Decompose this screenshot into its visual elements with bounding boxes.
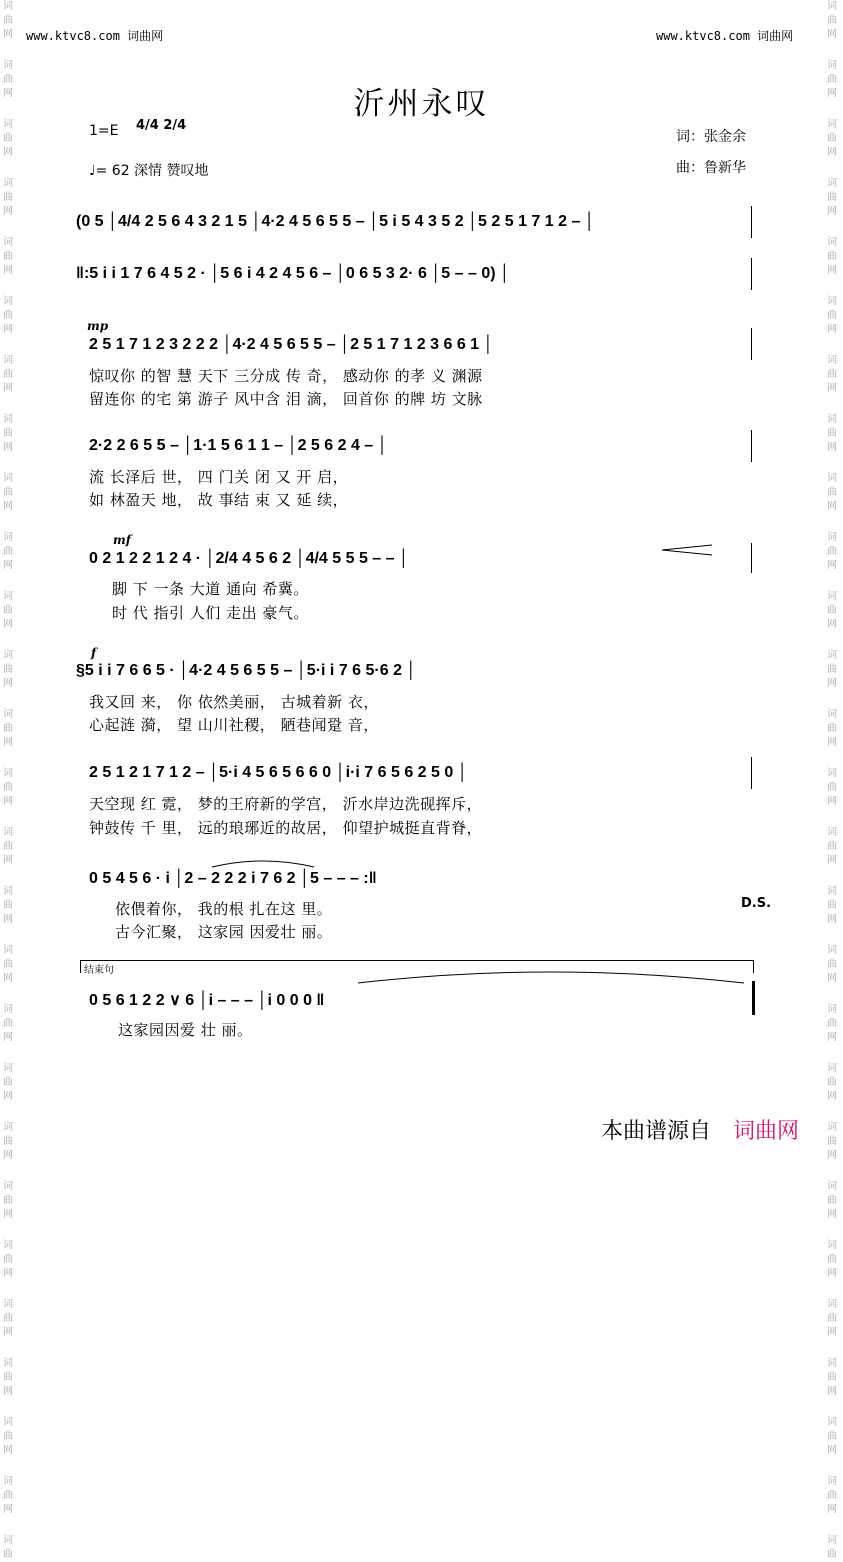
watermark-char: 曲 (3, 428, 13, 439)
watermark-gap (825, 42, 839, 59)
composer: 曲：鲁新华 (676, 160, 746, 176)
watermark-char: 网 (3, 1150, 13, 1161)
watermark-gap (1, 868, 15, 885)
watermark-char: 网 (827, 619, 837, 630)
watermark-char: 词 (827, 1417, 837, 1428)
footer-brand: 词曲网 (732, 1119, 799, 1144)
watermark-gap (1, 809, 15, 826)
lyric-row-7-verse-2: 钟鼓传 千 里， 远的琅琊近的故居， 仰望护城挺直背脊， (89, 819, 483, 837)
watermark-gap (1, 455, 15, 472)
lyric-row-6-verse-2: 心起涟 漪， 望 山川社稷， 陋巷闻跫 音， (89, 716, 379, 734)
watermark-char: 曲 (3, 251, 13, 262)
watermark-gap (825, 278, 839, 295)
watermark-char: 词 (3, 1299, 13, 1310)
watermark-char: 词 (3, 473, 13, 484)
lyric-row-8-verse-2: 古今汇聚， 这家园 因爱壮 丽。 (115, 923, 333, 941)
watermark-gap (825, 927, 839, 944)
watermark-gap (825, 1458, 839, 1475)
watermark-char: 词 (3, 1358, 13, 1369)
watermark-char: 词 (3, 1181, 13, 1192)
watermark-char: 词 (3, 709, 13, 720)
lyric-row-9: 这家园因爱 壮 丽。 (118, 1021, 253, 1039)
watermark-char: 词 (827, 1004, 837, 1015)
watermark-gap (825, 573, 839, 590)
watermark-gap (1, 42, 15, 59)
watermark-gap (1, 160, 15, 177)
watermark-gap (825, 1399, 839, 1416)
watermark-char: 词 (3, 1122, 13, 1133)
watermark-gap (1, 1104, 15, 1121)
watermark-char: 曲 (827, 900, 837, 911)
watermark-char: 词 (3, 296, 13, 307)
watermark-char: 网 (3, 1445, 13, 1456)
lyric-row-4-verse-2: 如 林盈天 地， 故 事结 束 又 延 续， (89, 491, 349, 509)
watermark-char: 词 (3, 1, 13, 12)
watermark-char: 曲 (3, 1018, 13, 1029)
watermark-gap (1, 278, 15, 295)
watermark-char: 曲 (827, 546, 837, 557)
watermark-char: 词 (827, 237, 837, 248)
watermark-char: 曲 (3, 369, 13, 380)
watermark-char: 词 (827, 532, 837, 543)
watermark-char: 曲 (3, 782, 13, 793)
watermark-gap (1, 1399, 15, 1416)
tie-arc (356, 967, 746, 985)
watermark-char: 曲 (827, 1313, 837, 1324)
watermark-char: 网 (827, 796, 837, 807)
watermark-gap (825, 986, 839, 1003)
watermark-char: 词 (827, 945, 837, 956)
watermark-char: 曲 (3, 1195, 13, 1206)
key-signature: 1=E (89, 123, 119, 139)
watermark-char: 网 (827, 442, 837, 453)
watermark-char: 网 (827, 147, 837, 158)
watermark-gap (1, 1517, 15, 1534)
watermark-char: 网 (827, 88, 837, 99)
watermark-char: 词 (3, 827, 13, 838)
watermark-gap (1, 927, 15, 944)
watermark-char: 词 (3, 119, 13, 130)
watermark-char: 曲 (827, 251, 837, 262)
watermark-char: 网 (827, 737, 837, 748)
watermark-gap (1, 632, 15, 649)
watermark-gap (825, 1104, 839, 1121)
barline (751, 328, 752, 360)
lyric-row-7-verse-1: 天空现 红 霓， 梦的王府新的学宫， 沂水岸边洗砚挥斥， (89, 795, 483, 813)
watermark-char: 曲 (827, 605, 837, 616)
watermark-char: 词 (827, 1476, 837, 1487)
watermark-char: 网 (827, 1209, 837, 1220)
watermark-char: 词 (3, 414, 13, 425)
watermark-char: 词 (3, 945, 13, 956)
watermark-gap (825, 219, 839, 236)
watermark-char: 网 (3, 1504, 13, 1515)
watermark-char: 曲 (3, 1313, 13, 1324)
watermark-gap (1, 1222, 15, 1239)
watermark-char: 网 (827, 1150, 837, 1161)
watermark-char: 词 (827, 1299, 837, 1310)
watermark-char: 词 (827, 60, 837, 71)
watermark-char: 词 (3, 1240, 13, 1251)
watermark-char: 网 (827, 265, 837, 276)
watermark-char: 曲 (3, 1372, 13, 1383)
watermark-char: 曲 (827, 192, 837, 203)
watermark-char: 词 (3, 768, 13, 779)
watermark-char: 曲 (3, 192, 13, 203)
watermark-char: 网 (3, 796, 13, 807)
barline (751, 543, 752, 573)
watermark-char: 词 (3, 532, 13, 543)
notation-row-6: §5 i i 7 6 6 5 · │4·2 4 5 6 5 5 – │5·i i 7 6 5·6 2 │ (76, 662, 417, 679)
watermark-char: 网 (3, 678, 13, 689)
watermark-char: 词 (3, 1004, 13, 1015)
watermark-gap (1, 691, 15, 708)
watermark-char: 曲 (3, 1136, 13, 1147)
lyric-row-8-verse-1: 依偎着你， 我的根 扎在这 里。 (115, 900, 333, 918)
watermark-char: 网 (827, 973, 837, 984)
watermark-char: 曲 (827, 310, 837, 321)
watermark-char: 曲 (827, 664, 837, 675)
notation-row-5: 0 2 1 2 2 1 2 4 · │2/4 4 5 6 2 │4/4 5 5 5 – – │ (89, 550, 409, 567)
watermark-char: 曲 (3, 310, 13, 321)
watermark-gap (825, 1281, 839, 1298)
watermark-gap (825, 455, 839, 472)
song-title: 沂州永叹 (353, 86, 490, 122)
left-side-watermark (1, 0, 15, 1562)
lyric-row-3-verse-1: 惊叹你 的智 慧 天下 三分成 传 奇， 感动你 的孝 义 渊源 (89, 367, 483, 385)
lyric-row-5-verse-2: 时 代 指引 人们 走出 豪气。 (112, 604, 309, 622)
watermark-char: 曲 (827, 487, 837, 498)
watermark-char: 曲 (3, 841, 13, 852)
watermark-gap (1, 219, 15, 236)
watermark-char: 网 (3, 1209, 13, 1220)
watermark-char: 词 (827, 709, 837, 720)
watermark-char: 词 (827, 1358, 837, 1369)
site-url: www.ktvc8.com (26, 29, 120, 43)
watermark-gap (1, 1340, 15, 1357)
watermark-char: 曲 (3, 15, 13, 26)
site-name: 词曲网 (127, 29, 164, 43)
watermark-char: 网 (827, 1386, 837, 1397)
watermark-gap (825, 868, 839, 885)
watermark-char: 曲 (827, 1195, 837, 1206)
watermark-gap (1, 986, 15, 1003)
watermark-char: 曲 (827, 1018, 837, 1029)
watermark-char: 词 (827, 119, 837, 130)
lyric-row-3-verse-2: 留连你 的宅 第 游子 风中含 泪 滴， 回首你 的牌 坊 文脉 (89, 390, 483, 408)
dynamic-mf: mf (113, 533, 131, 547)
notation-row-2: ‖:5 i i 1 7 6 4 5 2 · │5 6 i 4 2 4 5 6 – │0 6 5 3 2· 6 │5 – – 0) │ (76, 265, 510, 282)
watermark-char: 网 (3, 324, 13, 335)
watermark-gap (1, 337, 15, 354)
slur (210, 857, 316, 869)
crescendo-hairpin (660, 543, 714, 557)
watermark-char: 词 (3, 1535, 13, 1546)
watermark-char: 网 (827, 914, 837, 925)
watermark-char: 曲 (3, 723, 13, 734)
watermark-char: 曲 (827, 74, 837, 85)
watermark-gap (825, 337, 839, 354)
watermark-char: 词 (3, 1417, 13, 1428)
notation-row-7: 2 5 1 2 1 7 1 2 – │5·i 4 5 6 5 6 6 0 │i·i 7 6 5 6 2 5 0 │ (89, 764, 468, 781)
watermark-char: 网 (3, 973, 13, 984)
watermark-gap (825, 1340, 839, 1357)
watermark-char: 网 (3, 1091, 13, 1102)
watermark-char: 曲 (3, 1077, 13, 1088)
watermark-gap (1, 750, 15, 767)
watermark-char: 网 (3, 206, 13, 217)
watermark-char: 曲 (827, 723, 837, 734)
watermark-char: 网 (827, 1327, 837, 1338)
watermark-char: 曲 (827, 1254, 837, 1265)
watermark-char: 词 (3, 591, 13, 602)
footer (601, 1114, 799, 1145)
barline (751, 258, 752, 290)
watermark-char: 曲 (3, 133, 13, 144)
watermark-gap (825, 1222, 839, 1239)
watermark-char: 词 (827, 1122, 837, 1133)
watermark-char: 网 (827, 501, 837, 512)
watermark-char: 曲 (3, 1431, 13, 1442)
watermark-char: 曲 (3, 959, 13, 970)
watermark-char: 网 (3, 1327, 13, 1338)
watermark-gap (825, 809, 839, 826)
watermark-char: 网 (3, 442, 13, 453)
watermark-char: 网 (3, 29, 13, 40)
watermark-char: 曲 (3, 546, 13, 557)
notation-row-9: 0 5 6 1 2 2 ∨ 6 │i – – – │i 0 0 0 ‖ (89, 992, 325, 1009)
watermark-char: 网 (3, 501, 13, 512)
watermark-gap (1, 514, 15, 531)
watermark-char: 网 (827, 1091, 837, 1102)
site-url: www.ktvc8.com (656, 29, 750, 43)
watermark-gap (1, 1281, 15, 1298)
lyric-row-5-verse-1: 脚 下 一条 大道 通向 希冀。 (112, 580, 309, 598)
watermark-char: 曲 (827, 1136, 837, 1147)
watermark-char: 词 (827, 591, 837, 602)
watermark-char: 网 (827, 383, 837, 394)
time-signature: 4/4 2/4 (136, 118, 187, 133)
dynamic-f: f (91, 646, 97, 660)
notation-row-3: 2 5 1 7 1 2 3 2 2 2 │4·2 4 5 6 5 5 – │2 5 1 7 1 2 3 6 6 1 │ (89, 336, 494, 353)
watermark-char: 词 (827, 296, 837, 307)
barline (751, 430, 752, 462)
watermark-gap (825, 160, 839, 177)
watermark-gap (825, 691, 839, 708)
watermark-char: 曲 (3, 605, 13, 616)
watermark-gap (825, 514, 839, 531)
watermark-char: 曲 (827, 133, 837, 144)
watermark-char: 网 (3, 619, 13, 630)
watermark-char: 网 (827, 1032, 837, 1043)
watermark-char: 词 (827, 414, 837, 425)
watermark-char: 网 (827, 29, 837, 40)
watermark-gap (825, 396, 839, 413)
watermark-char: 曲 (827, 782, 837, 793)
notation-row-4: 2·2 2 6 5 5 – │1·1 5 6 1 1 – │2 5 6 2 4 – │ (89, 437, 388, 454)
watermark-char: 网 (827, 1504, 837, 1515)
barline (751, 757, 752, 789)
notation-row-1: (0 5 │4/4 2 5 6 4 3 2 1 5 │4·2 4 5 6 5 5 – │5 i 5 4 3 5 2 │5 2 5 1 7 1 2 – │ (76, 213, 595, 230)
watermark-char: 网 (3, 737, 13, 748)
watermark-char: 词 (827, 1, 837, 12)
watermark-char: 词 (3, 355, 13, 366)
tempo-marking: ♩= 62 深情 赞叹地 (89, 163, 209, 179)
watermark-char: 曲 (827, 15, 837, 26)
watermark-char: 网 (3, 855, 13, 866)
watermark-char: 词 (827, 355, 837, 366)
watermark-char: 曲 (827, 1077, 837, 1088)
watermark-char: 网 (827, 855, 837, 866)
watermark-char: 网 (3, 383, 13, 394)
site-name: 词曲网 (757, 29, 794, 43)
watermark-gap (825, 1517, 839, 1534)
watermark-char: 曲 (827, 428, 837, 439)
watermark-char: 词 (3, 60, 13, 71)
watermark-char: 词 (827, 886, 837, 897)
watermark-char: 词 (3, 1063, 13, 1074)
watermark-char: 网 (3, 1268, 13, 1279)
top-left-watermark (26, 27, 163, 44)
watermark-char: 词 (3, 1476, 13, 1487)
lyric-row-6-verse-1: 我又回 来， 你 依然美丽， 古城着新 衣， (89, 693, 379, 711)
watermark-char: 网 (827, 206, 837, 217)
watermark-char: 网 (3, 560, 13, 571)
watermark-char: 词 (827, 1063, 837, 1074)
watermark-char: 词 (827, 473, 837, 484)
watermark-char: 词 (827, 650, 837, 661)
watermark-char: 词 (3, 237, 13, 248)
watermark-char: 曲 (3, 664, 13, 675)
watermark-char: 词 (3, 650, 13, 661)
watermark-char: 曲 (827, 1549, 837, 1560)
watermark-char: 网 (3, 1386, 13, 1397)
watermark-char: 曲 (3, 74, 13, 85)
watermark-gap (1, 1045, 15, 1062)
ending-label: 结束句 (84, 965, 114, 976)
watermark-char: 词 (827, 1240, 837, 1251)
watermark-char: 网 (827, 1445, 837, 1456)
watermark-gap (825, 632, 839, 649)
watermark-char: 曲 (3, 1254, 13, 1265)
watermark-char: 曲 (827, 841, 837, 852)
footer-text: 本曲谱源自 (600, 1119, 711, 1144)
watermark-char: 曲 (827, 1431, 837, 1442)
watermark-char: 词 (3, 886, 13, 897)
watermark-char: 网 (3, 265, 13, 276)
watermark-char: 词 (827, 1181, 837, 1192)
top-right-watermark (656, 27, 793, 44)
watermark-char: 曲 (3, 1490, 13, 1501)
watermark-char: 曲 (3, 900, 13, 911)
watermark-char: 网 (3, 88, 13, 99)
right-side-watermark (825, 0, 839, 1562)
notation-row-8: 0 5 4 5 6 · i │2 – 2 2 2 i 7 6 2 │5 – – – :‖ (89, 870, 377, 887)
watermark-char: 曲 (3, 487, 13, 498)
lyric-row-4-verse-1: 流 长泽后 世， 四 门关 闭 又 开 启， (89, 468, 349, 486)
watermark-gap (1, 573, 15, 590)
watermark-char: 曲 (827, 369, 837, 380)
watermark-char: 网 (827, 678, 837, 689)
final-barline (752, 981, 755, 1015)
watermark-gap (825, 750, 839, 767)
dynamic-mp: mp (87, 319, 109, 333)
watermark-char: 词 (827, 178, 837, 189)
barline (751, 206, 752, 238)
watermark-char: 网 (3, 914, 13, 925)
watermark-char: 网 (827, 560, 837, 571)
watermark-gap (1, 396, 15, 413)
watermark-gap (825, 1045, 839, 1062)
watermark-char: 词 (827, 768, 837, 779)
watermark-char: 词 (827, 1535, 837, 1546)
watermark-char: 曲 (827, 1490, 837, 1501)
watermark-char: 曲 (3, 1549, 13, 1560)
watermark-char: 曲 (827, 959, 837, 970)
dal-segno-mark: D.S. (741, 896, 772, 911)
watermark-char: 曲 (827, 1372, 837, 1383)
watermark-char: 网 (3, 147, 13, 158)
watermark-char: 网 (827, 1268, 837, 1279)
watermark-char: 网 (3, 1032, 13, 1043)
watermark-char: 网 (827, 324, 837, 335)
watermark-char: 词 (827, 827, 837, 838)
watermark-gap (1, 1458, 15, 1475)
lyricist: 词：张金余 (676, 129, 746, 145)
watermark-char: 词 (3, 178, 13, 189)
